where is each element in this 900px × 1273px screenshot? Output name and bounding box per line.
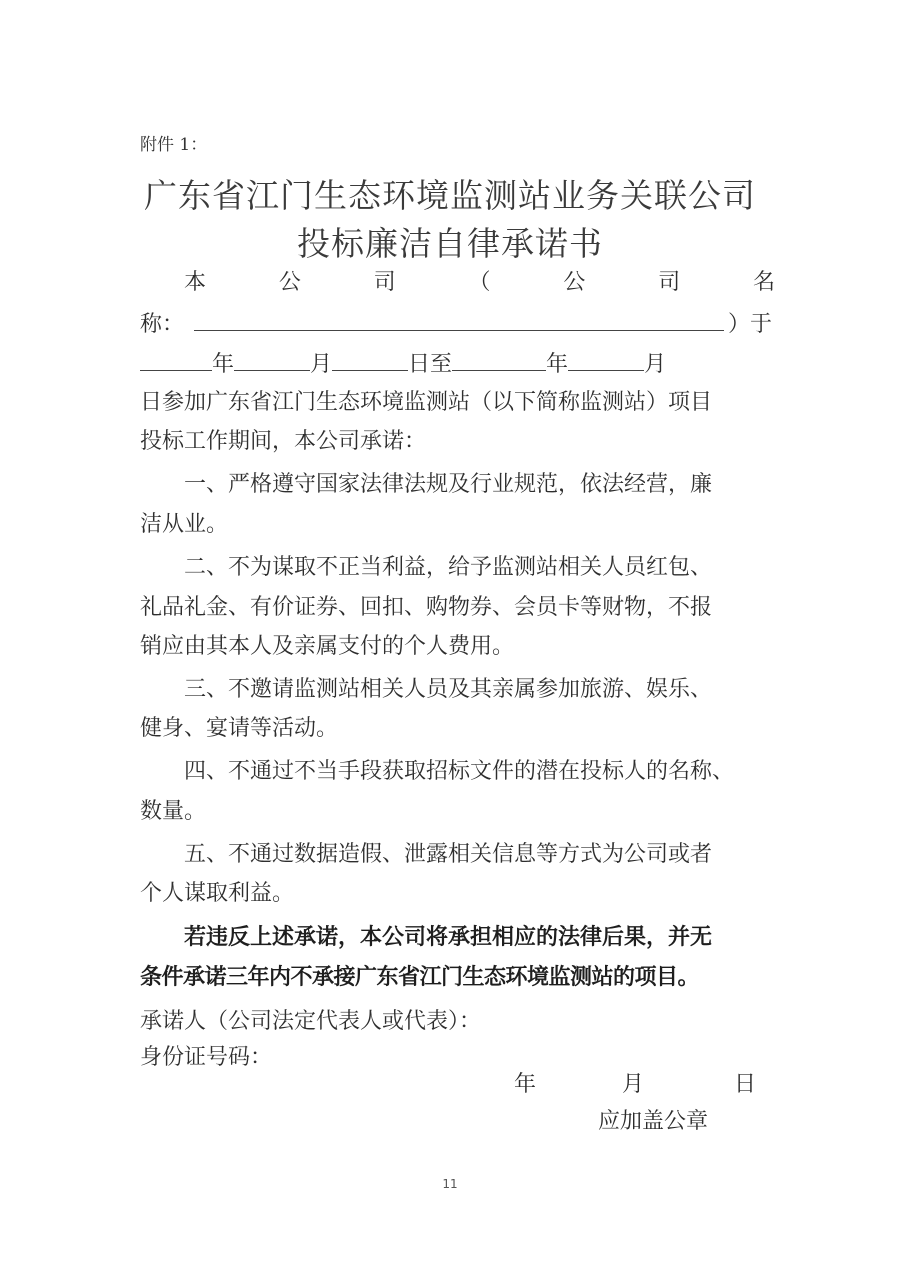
document-title-line1: 广东省江门生态环境监测站业务关联公司 bbox=[144, 176, 756, 215]
clause-5-line-1: 五、不通过数据造假、泄露相关信息等方式为公司或者 bbox=[184, 842, 713, 867]
date-part: 年 bbox=[212, 352, 235, 377]
date-part: 日至 bbox=[408, 352, 453, 377]
end-month-blank[interactable] bbox=[568, 348, 644, 371]
intro-line-2 bbox=[140, 308, 775, 340]
clause-2-line-2: 礼品礼金、有价证券、回扣、购物券、会员卡等财物，不报 bbox=[140, 595, 713, 620]
intro-char: 公 bbox=[563, 270, 586, 295]
company-name-close: ）于 bbox=[728, 312, 773, 337]
start-month-blank[interactable] bbox=[234, 348, 310, 371]
penalty-line-1: 若违反上述承诺，本公司将承担相应的法律后果，并无 bbox=[184, 924, 713, 950]
start-day-blank[interactable] bbox=[332, 348, 408, 371]
company-name-blank[interactable] bbox=[194, 308, 724, 331]
company-name-label: 称： bbox=[140, 312, 185, 337]
attachment-label: 附件 1： bbox=[140, 135, 208, 155]
date-part: 月 bbox=[644, 352, 667, 377]
promisor-label: 承诺人（公司法定代表人或代表）： bbox=[140, 1009, 482, 1034]
intro-line-1 bbox=[140, 268, 775, 298]
start-year-blank[interactable] bbox=[140, 348, 212, 371]
intro-char: 名 bbox=[752, 270, 775, 295]
intro-char: 司 bbox=[373, 270, 396, 295]
clause-2-line-1: 二、不为谋取不正当利益，给予监测站相关人员红包、 bbox=[184, 555, 713, 580]
penalty-line-2: 条件承诺三年内不承接广东省江门生态环境监测站的项目。 bbox=[140, 964, 700, 990]
intro-line-5: 投标工作期间，本公司承诺： bbox=[140, 429, 427, 454]
page-number: 11 bbox=[442, 1177, 458, 1191]
sign-date-month: 月 bbox=[622, 1072, 645, 1097]
intro-line-4: 日参加广东省江门生态环境监测站（以下简称监测站）项目 bbox=[140, 390, 713, 415]
document-title-line2: 投标廉洁自律承诺书 bbox=[297, 224, 603, 263]
clause-2-line-3: 销应由其本人及亲属支付的个人费用。 bbox=[140, 634, 515, 659]
seal-note: 应加盖公章 bbox=[598, 1109, 709, 1134]
date-part: 年 bbox=[546, 352, 569, 377]
clause-1-line-1: 一、严格遵守国家法律法规及行业规范，依法经营，廉 bbox=[184, 472, 713, 497]
intro-line-3-date-range bbox=[140, 348, 775, 380]
clause-5-line-2: 个人谋取利益。 bbox=[140, 881, 295, 906]
date-part: 月 bbox=[310, 352, 333, 377]
intro-char: 公 bbox=[278, 270, 301, 295]
intro-char: 本 bbox=[184, 270, 207, 295]
sign-date-day: 日 bbox=[734, 1072, 757, 1097]
clause-3-line-2: 健身、宴请等活动。 bbox=[140, 716, 339, 741]
clause-1-line-2: 洁从业。 bbox=[140, 512, 229, 537]
end-year-blank[interactable] bbox=[452, 348, 546, 371]
intro-char: 司 bbox=[658, 270, 681, 295]
clause-3-line-1: 三、不邀请监测站相关人员及其亲属参加旅游、娱乐、 bbox=[184, 677, 713, 702]
clause-4-line-2: 数量。 bbox=[140, 799, 207, 824]
clause-4-line-1: 四、不通过不当手段获取招标文件的潜在投标人的名称、 bbox=[184, 759, 735, 784]
intro-char: （ bbox=[468, 270, 491, 295]
sign-date-year: 年 bbox=[514, 1072, 537, 1097]
id-number-label: 身份证号码： bbox=[140, 1045, 273, 1070]
